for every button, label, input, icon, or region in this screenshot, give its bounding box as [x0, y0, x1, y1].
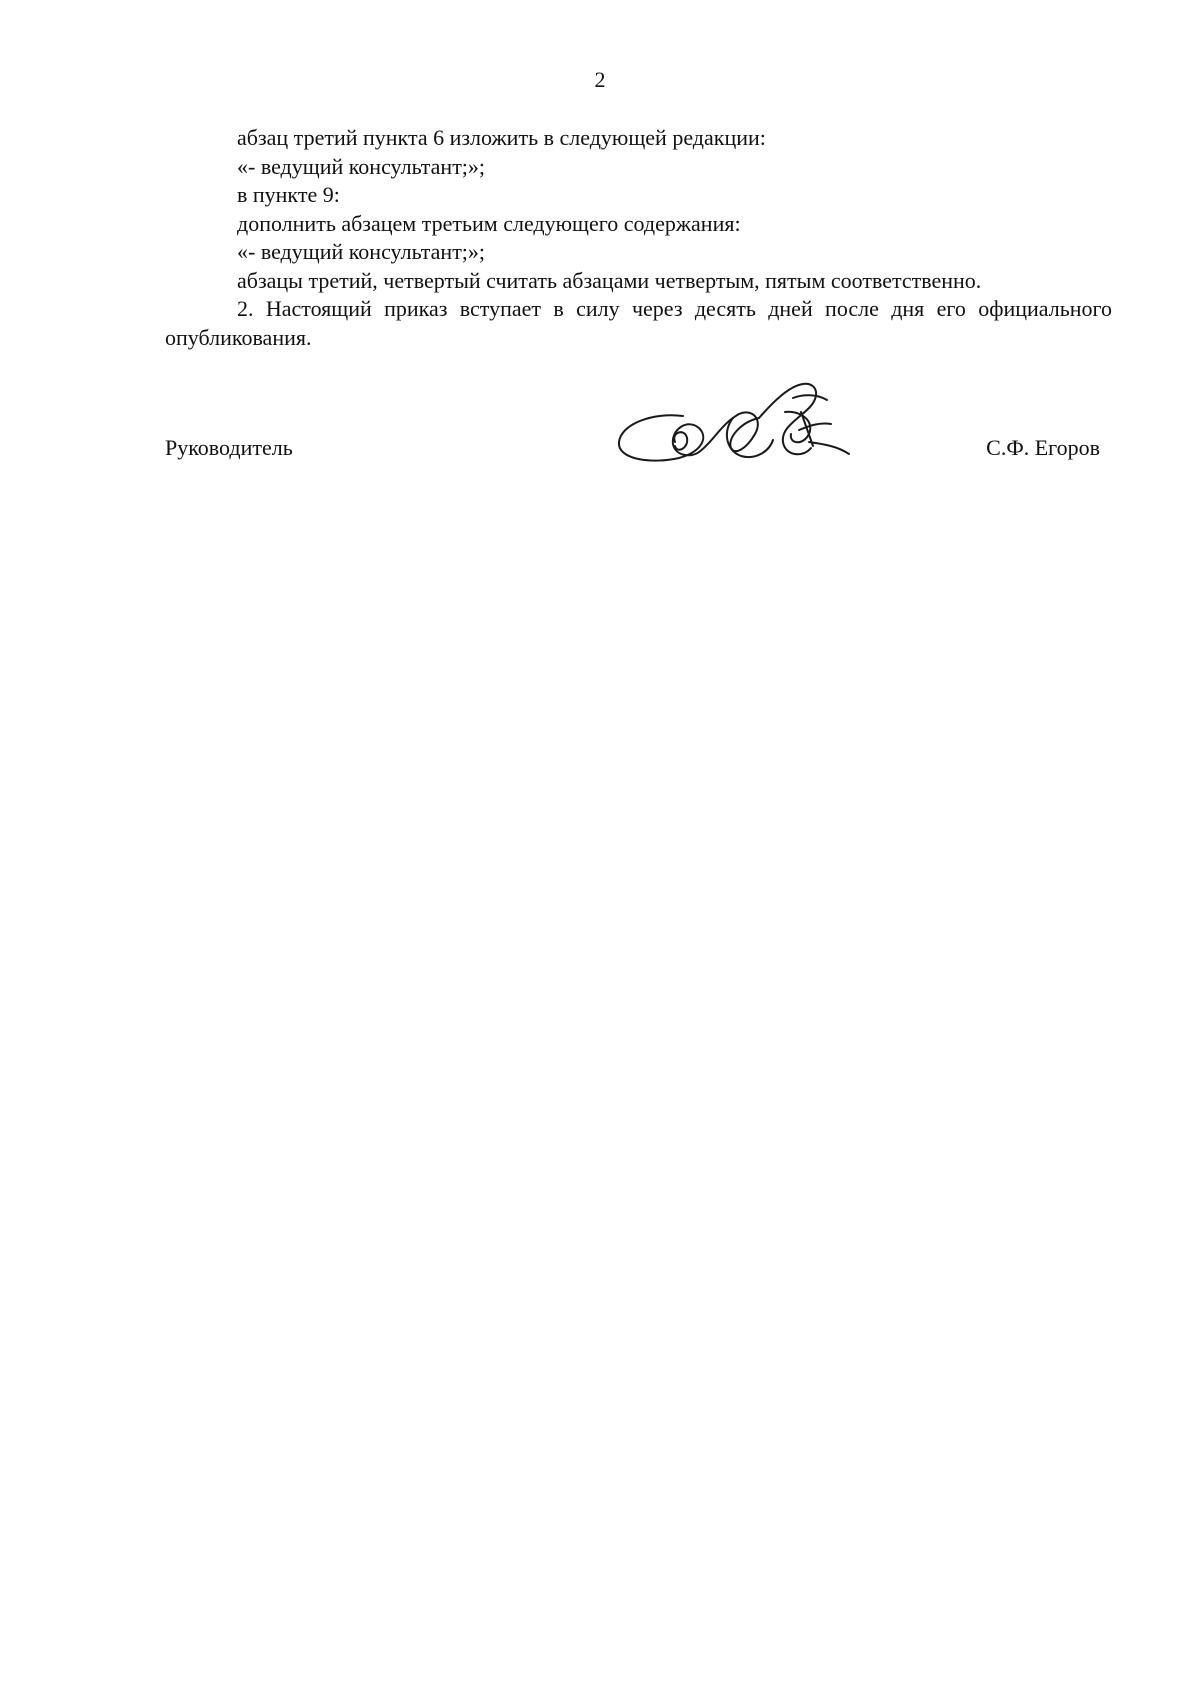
paragraph: абзац третий пункта 6 изложить в следующей редакции: — [237, 125, 766, 150]
paragraph: 2. Настоящий приказ вступает в силу через десять дней после дня его официального опубликования. — [165, 296, 1112, 350]
paragraph: в пункте 9: — [237, 182, 340, 207]
paragraph: «- ведущий консультант;»; — [237, 153, 486, 179]
paragraph: дополнить абзацем третьим следующего содержания: — [237, 210, 741, 236]
signature-block — [165, 372, 1100, 482]
page-number: 2 — [594, 67, 606, 92]
document-body — [165, 124, 1112, 352]
paragraph: абзацы третий, четвертый считать абзацами четвертым, пятым соответственно. — [237, 267, 982, 293]
signatory-name: С.Ф. Егоров — [986, 435, 1100, 460]
paragraph: «- ведущий консультант;»; — [237, 239, 486, 264]
handwritten-signature — [613, 372, 853, 472]
signatory-title: Руководитель — [165, 435, 293, 460]
